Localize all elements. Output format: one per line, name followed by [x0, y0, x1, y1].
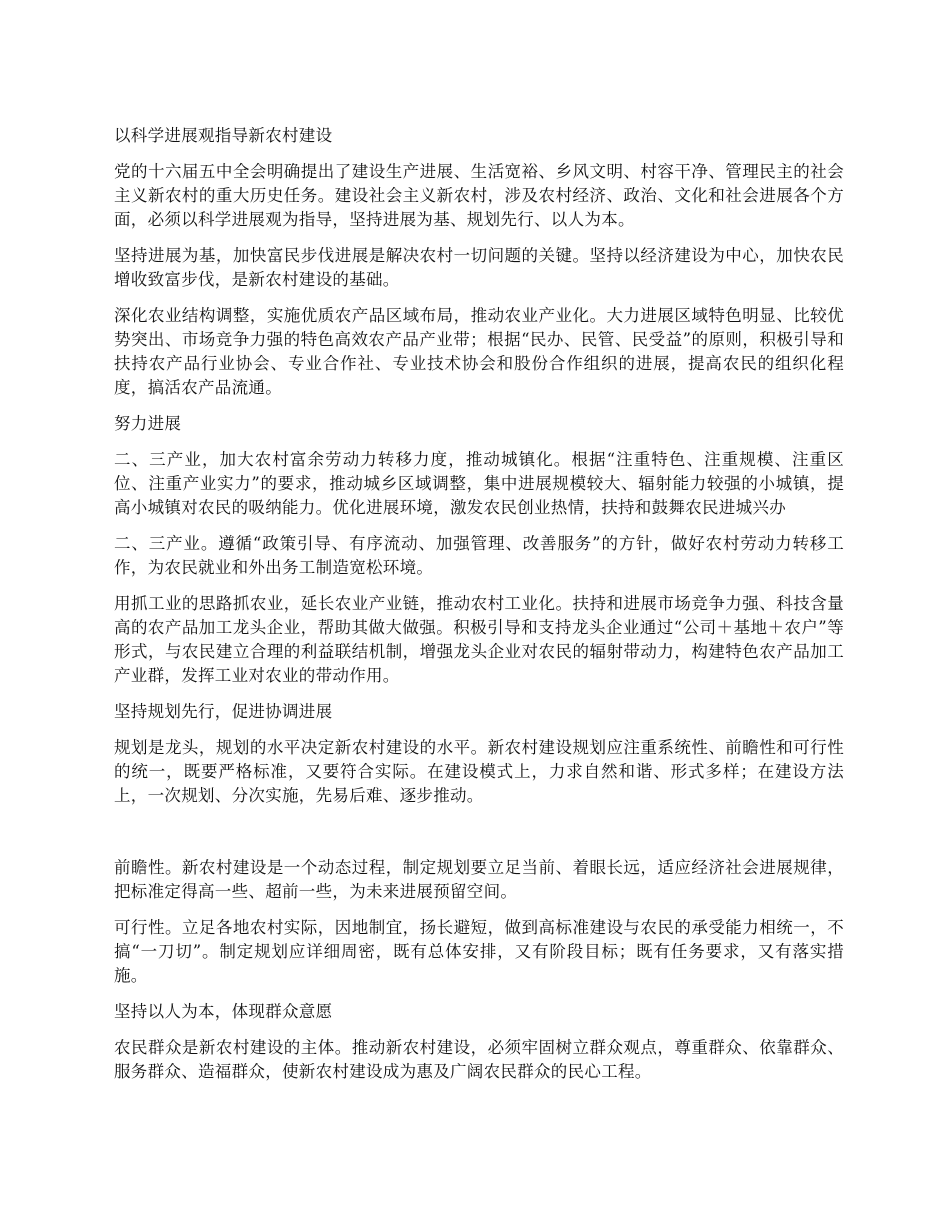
paragraph-labor-transfer: 二、三产业。遵循“政策引导、有序流动、加强管理、改善服务”的方针，做好农村劳动力转移工作，为农民就业和外出务工制造宽松环境。: [114, 534, 844, 577]
paragraph-urbanization: 二、三产业，加大农村富余劳动力转移力度，推动城镇化。根据“注重特色、注重规模、注重区位、注重产业实力”的要求，推动城乡区域调整，集中进展规模较大、辐射能力较强的小城镇，提高小城镇对农民的吸纳能力。优化进展环境，激发农民创业热情，扶持和鼓舞农民进城兴办: [114, 450, 844, 517]
paragraph-feasibility: 可行性。立足各地农村实际，因地制宜，扬长避短，做到高标准建设与农民的承受能力相统一，不搞“一刀切”。制定规划应详细周密，既有总体安排，又有阶段目标；既有任务要求，又有落实措施。: [114, 918, 844, 985]
paragraph-development-basis: 坚持进展为基，加快富民步伐进展是解决农村一切问题的关键。坚持以经济建设为中心，加快农民增收致富步伐，是新农村建设的基础。: [114, 246, 844, 289]
paragraph-agriculture-structure: 深化农业结构调整，实施优质农产品区域布局，推动农业产业化。大力进展区域特色明显、比较优势突出、市场竞争力强的特色高效农产品产业带；根据“民办、民管、民受益”的原则，积极引导和扶持农产品行业协会、专业合作社、专业技术协会和股份合作组织的进展，提高农民的组织化程度，搞活农产品流通。: [114, 306, 844, 397]
section-heading-planning: 坚持规划先行，促进协调进展: [114, 702, 333, 721]
section-heading-people: 坚持以人为本，体现群众意愿: [114, 1002, 333, 1021]
document-title: 以科学进展观指导新农村建设: [114, 126, 333, 145]
document-body: [114, 124, 844, 1096]
section-heading-develop: 努力进展: [114, 414, 182, 433]
paragraph-intro: 党的十六届五中全会明确提出了建设生产进展、生活宽裕、乡风文明、村容干净、管理民主的社会主义新农村的重大历史任务。建设社会主义新农村，涉及农村经济、政治、文化和社会进展各个方面，必须以科学进展观为指导，坚持进展为基、规划先行、以人为本。: [114, 162, 844, 229]
paragraph-planning: 规划是龙头，规划的水平决定新农村建设的水平。新农村建设规划应注重系统性、前瞻性和可行性的统一，既要严格标准，又要符合实际。在建设模式上，力求自然和谐、形式多样；在建设方法上，一次规划、分次实施，先易后难、逐步推动。: [114, 738, 844, 805]
paragraph-foresight: 前瞻性。新农村建设是一个动态过程，制定规划要立足当前、着眼长远，适应经济社会进展规律，把标准定得高一些、超前一些，为未来进展预留空间。: [114, 858, 844, 901]
blank-spacer: [114, 820, 844, 856]
paragraph-industrialization: 用抓工业的思路抓农业，延长农业产业链，推动农村工业化。扶持和进展市场竞争力强、科技含量高的农产品加工龙头企业，帮助其做大做强。积极引导和支持龙头企业通过“公司＋基地＋农户”等形式，与农民建立合理的利益联结机制，增强龙头企业对农民的辐射带动力，构建特色农产品加工产业群，发挥工业对农业的带动作用。: [114, 594, 844, 685]
paragraph-people-first: 农民群众是新农村建设的主体。推动新农村建设，必须牢固树立群众观点，尊重群众、依靠群众、服务群众、造福群众，使新农村建设成为惠及广阔农民群众的民心工程。: [114, 1038, 844, 1081]
